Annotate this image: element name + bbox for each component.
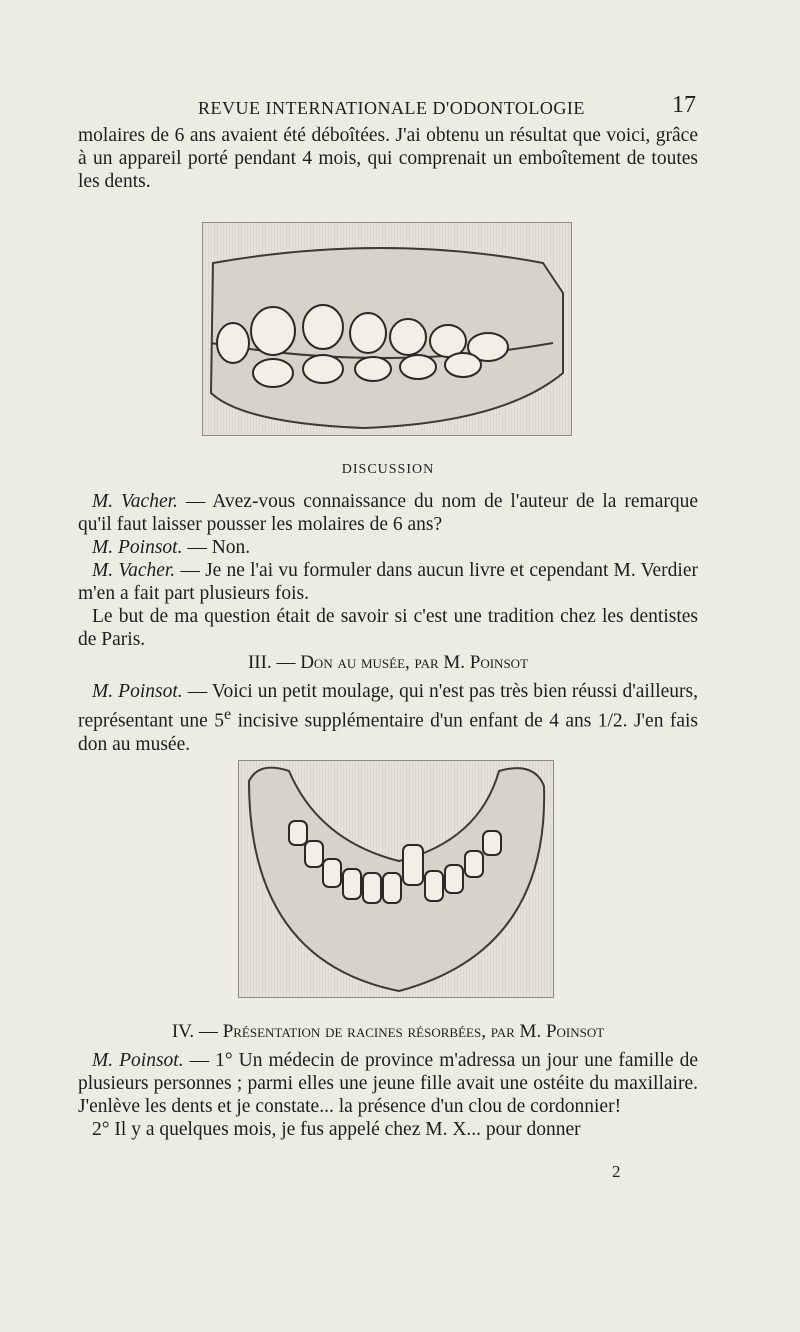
discussion-paragraph [78, 605, 698, 651]
speech-text: Le but de ma question était de savoir si c'est une tradition chez les dentistes de Paris. [78, 606, 698, 650]
dental-cast-profile-drawing [203, 223, 571, 435]
discussion-heading: DISCUSSION [341, 462, 435, 477]
page-number: 17 [672, 92, 696, 118]
superscript: e [223, 705, 232, 723]
section-3-heading [78, 652, 698, 674]
speech-text: — Avez-vous connaissance du nom de l'auteur de la remarque qu'il faut laisser pousser les molaires de 6 ans? [78, 491, 698, 535]
signature-mark: 2 [612, 1162, 621, 1181]
speaker-name: M. Poinsot. [92, 681, 183, 702]
discussion-paragraph [78, 536, 698, 559]
section-4-paragraph [78, 1118, 698, 1141]
discussion-block [78, 490, 698, 651]
section-4-paragraph [78, 1049, 698, 1118]
dental-cast-arch-drawing [239, 761, 553, 997]
dental-cast-profile-icon [202, 222, 572, 436]
speech-text: incisive supplémentaire d'un enfant de 4 ans 1/2. J'en fais don au musée. [78, 710, 698, 755]
section-3-block [78, 680, 698, 756]
page-header [78, 92, 696, 122]
speech-text: 2° Il y a quelques mois, je fus appelé chez M. X... pour donner [92, 1119, 581, 1140]
discussion-paragraph [78, 559, 698, 605]
running-head: REVUE INTERNATIONALE D'ODONTOLOGIE [198, 98, 585, 118]
speech-text: — Voici un petit moulage, qui n'est pas très bien réussi d'ailleurs, représentant une 5 [78, 681, 698, 732]
speaker-name: M. Poinsot. [92, 1050, 184, 1071]
speaker-name: M. Vacher. [92, 491, 178, 512]
speaker-name: M. Poinsot. [92, 537, 183, 558]
speech-text: — Non. [182, 537, 251, 558]
speech-text: — 1° Un médecin de province m'adressa un jour une famille de plusieurs personnes ; parmi elles une jeune fille avait une ostéite du maxillaire. J'enlève les dents et je constate... la présence d'un clou de cordonnier! [78, 1050, 698, 1117]
section-number: IV. — [171, 1021, 223, 1042]
speech-text: — Je ne l'ai vu formuler dans aucun livre et cependant M. Verdier m'en a fait part plusieurs fois. [78, 560, 698, 604]
section-4-heading [78, 1021, 698, 1043]
intro-text: molaires de 6 ans avaient été déboîtées. J'ai obtenu un résultat que voici, grâce à un appareil porté pendant 4 mois, qui comprenait un emboîtement de toutes les dents. [78, 125, 698, 192]
section-title: Don au musée, par M. Poinsot [300, 652, 529, 673]
section-number: III. — [247, 652, 301, 673]
intro-paragraph [78, 124, 698, 193]
section-4-block [78, 1049, 698, 1141]
discussion-paragraph [78, 490, 698, 536]
dental-cast-arch-icon [238, 760, 554, 998]
speaker-name: M. Vacher. [92, 560, 176, 581]
section-title: Présentation de racines résorbées, par M. Poinsot [222, 1021, 605, 1042]
section-3-paragraph [78, 680, 698, 756]
